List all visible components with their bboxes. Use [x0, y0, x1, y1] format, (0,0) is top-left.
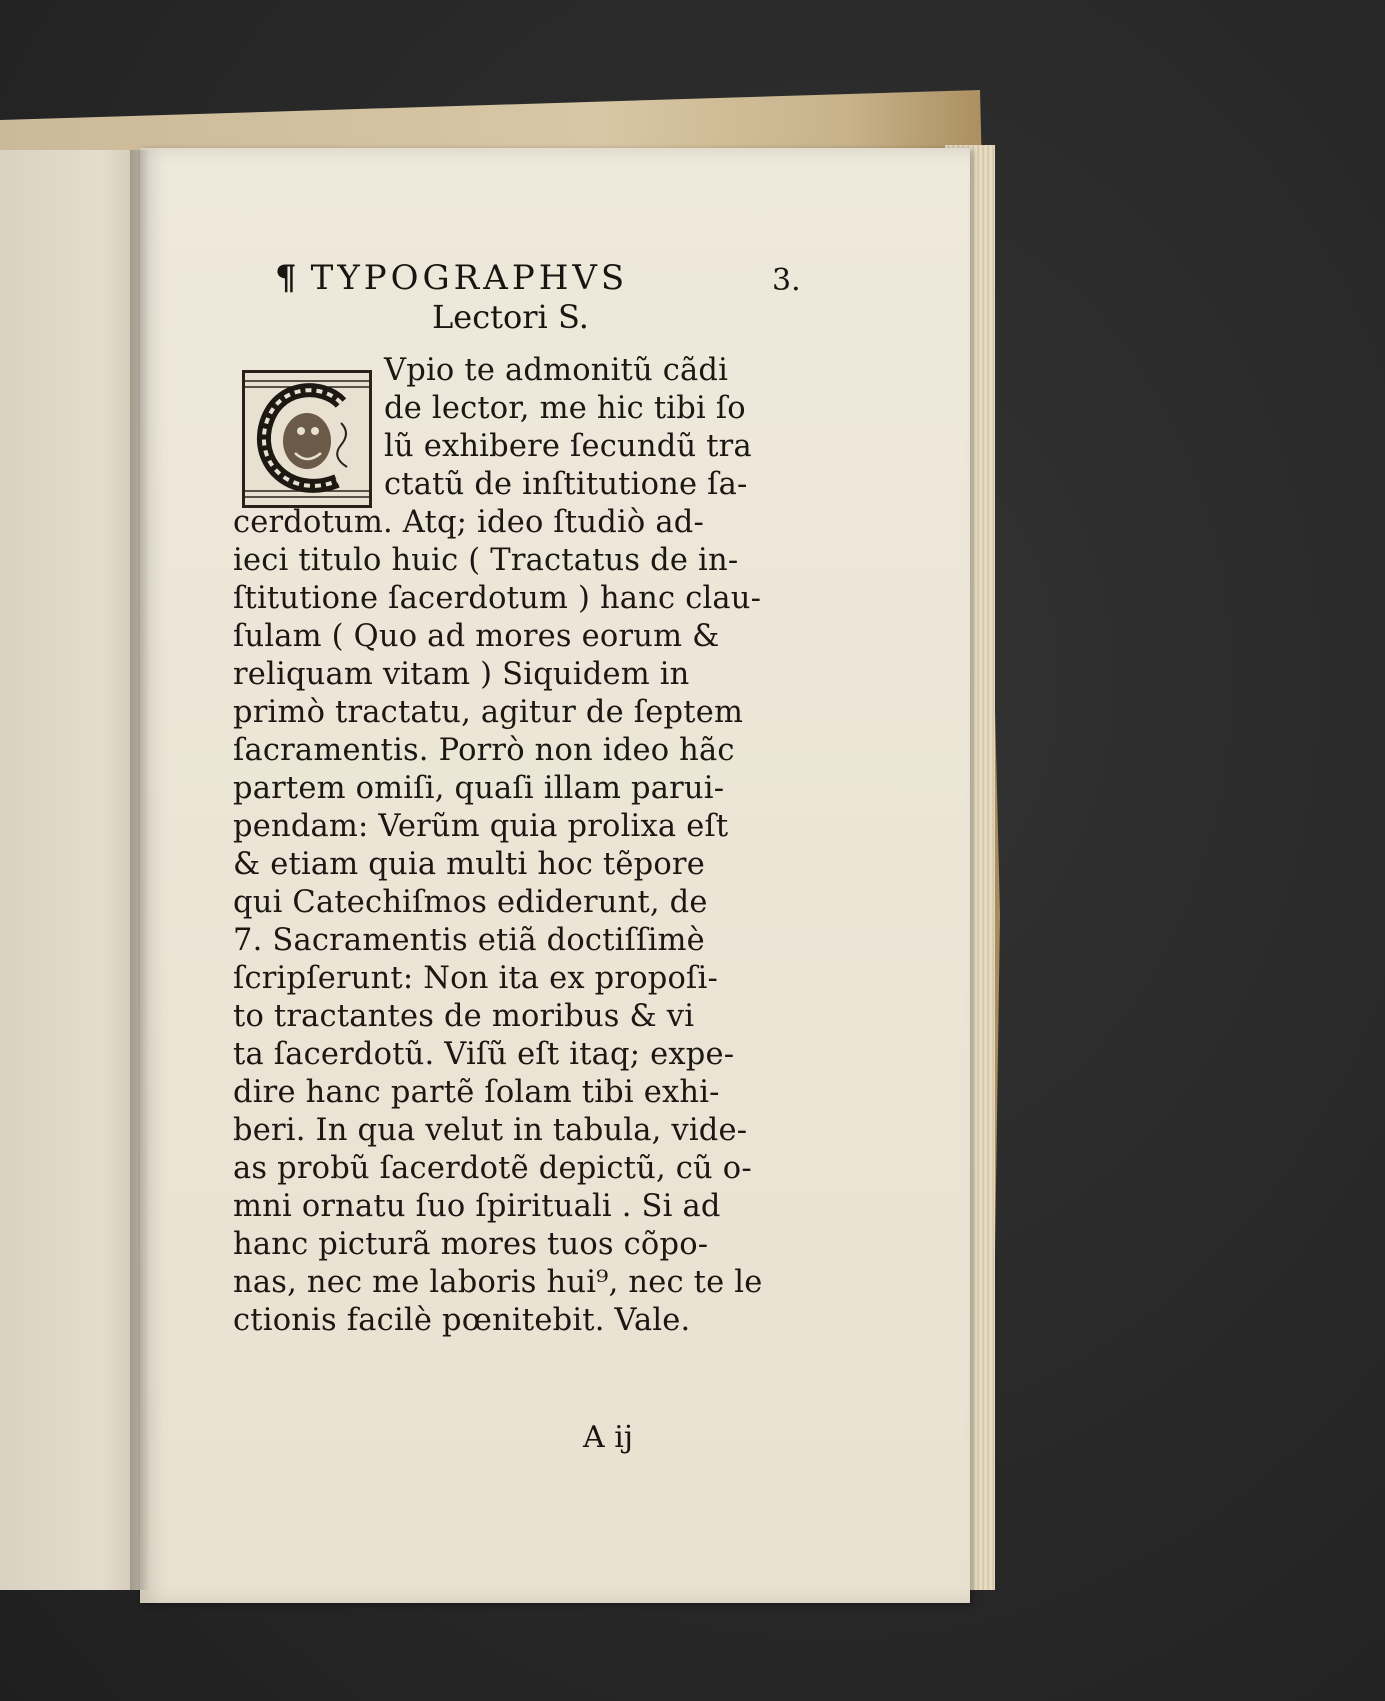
text-line: hanc picturã mores tuos cõpo- — [233, 1227, 709, 1262]
text-line: ſtitutione ſacerdotum ) hanc clau- — [233, 581, 762, 616]
folio-number: 3. — [772, 263, 801, 298]
signature-mark: A ij — [583, 1420, 634, 1455]
text-line: cerdotum. Atq; ideo ſtudiò ad- — [233, 505, 704, 540]
text-line: to tractantes de moribus & vi — [233, 999, 695, 1034]
text-line: ieci titulo huic ( Tractatus de in- — [233, 543, 739, 578]
text-line: as probũ ſacerdotẽ depictũ, cũ o- — [233, 1151, 752, 1186]
text-line: mni ornatu ſuo ſpirituali . Si ad — [233, 1189, 721, 1224]
gutter-shadow — [130, 150, 150, 1590]
text-line: dire hanc partẽ ſolam tibi exhi- — [233, 1075, 720, 1110]
text-line: ſcripſerunt: Non ita ex propoſi- — [233, 961, 718, 996]
text-line: ſacramentis. Porrò non ideo hãc — [233, 733, 735, 768]
text-line: reliquam vitam ) Siquidem in — [233, 657, 690, 692]
text-line: partem omiſi, quaſi illam parui- — [233, 771, 725, 806]
running-head-title: TYPOGRAPHVS — [310, 258, 629, 298]
text-line: qui Catechiſmos ediderunt, de — [233, 885, 708, 920]
pilcrow-mark: ¶ — [275, 258, 301, 298]
woodcut-initial — [242, 370, 372, 508]
subheading: Lectori S. — [432, 298, 589, 336]
text-line: ctatũ de inſtitutione ſa- — [384, 467, 748, 502]
text-line: ta ſacerdotũ. Viſũ eſt itaq; expe- — [233, 1037, 735, 1072]
text-line: beri. In qua velut in tabula, vide- — [233, 1113, 748, 1148]
running-head — [275, 258, 775, 298]
text-line: Vpio te admonitũ cãdi — [384, 353, 729, 388]
left-page — [0, 150, 145, 1590]
text-line: primò tractatu, agitur de ſeptem — [233, 695, 744, 730]
text-line: nas, nec me laboris hui⁹, nec te le — [233, 1265, 763, 1300]
text-line: & etiam quia multi hoc tẽpore — [233, 847, 705, 882]
text-line: lũ exhibere ſecundũ tra — [384, 429, 752, 464]
text-line: de lector, me hic tibi ſo — [384, 391, 746, 426]
text-line: 7. Sacramentis etiã doctiſſimè — [233, 923, 705, 958]
text-line: ſulam ( Quo ad mores eorum & — [233, 619, 720, 654]
text-line: ctionis facilè pœnitebit. Vale. — [233, 1303, 691, 1338]
decorated-initial-icon — [245, 373, 369, 505]
text-line: pendam: Verũm quia prolixa eſt — [233, 809, 729, 844]
